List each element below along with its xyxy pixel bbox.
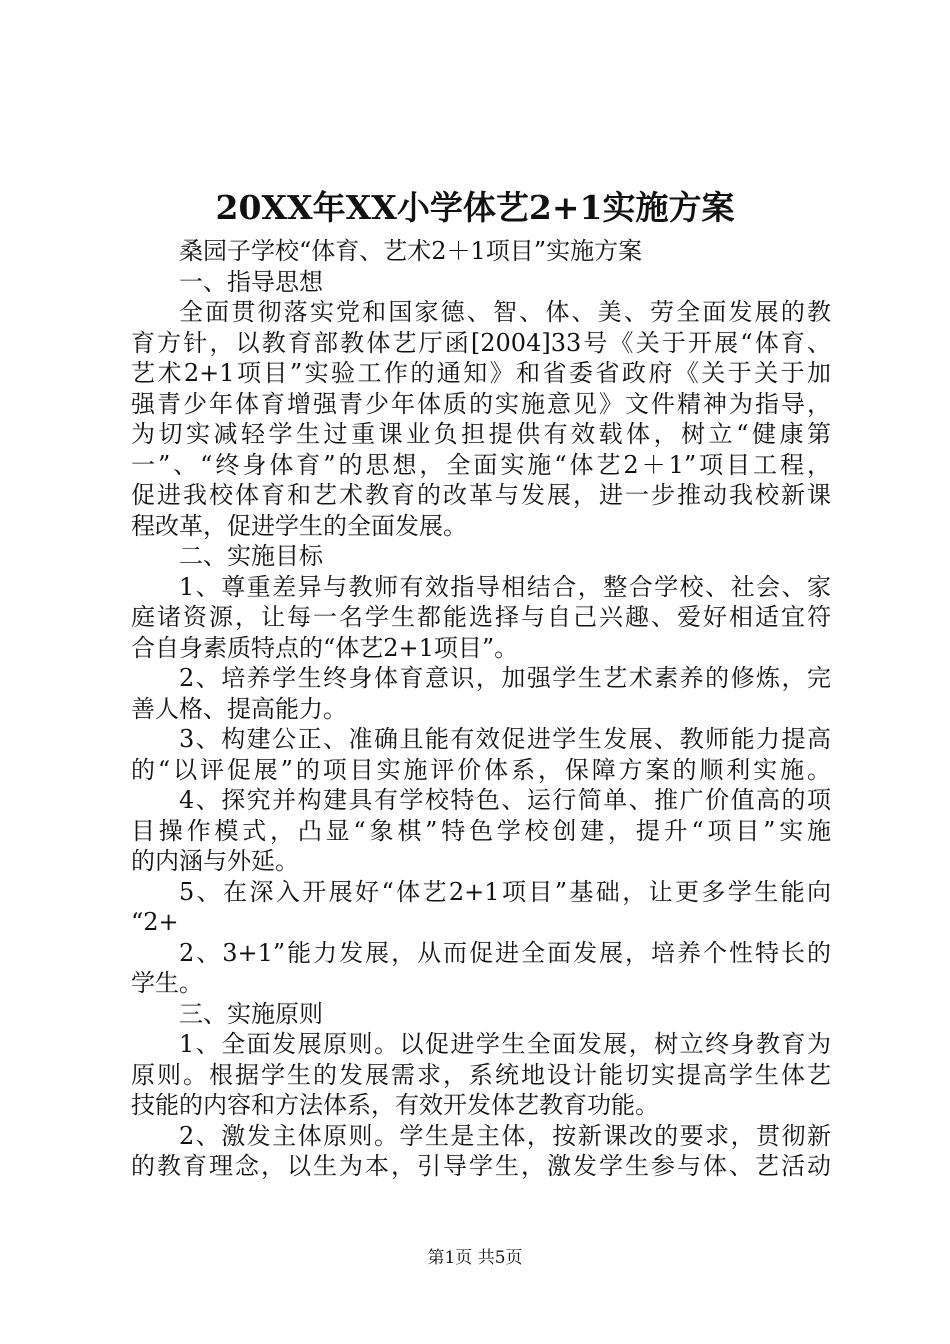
paragraph-line: 技能的内容和方法体系，有效开发体艺教育功能。 xyxy=(131,1091,659,1119)
paragraph-line: 程改革，促进学生的全面发展。 xyxy=(131,511,467,540)
paragraph-line: 目操作模式，凸显“象棋”特色学校创建，提升“项目”实施 xyxy=(131,816,831,845)
paragraph-line: 促进我校体育和艺术教育的改革与发展，进一步推动我校新课 xyxy=(131,481,831,509)
section-heading: 三、实施原则 xyxy=(179,999,323,1028)
paragraph-line: 全面贯彻落实党和国家德、智、体、美、劳全面发展的教 xyxy=(179,298,831,326)
paragraph-line: 2、激发主体原则。学生是主体，按新课改的要求，贯彻新 xyxy=(179,1121,831,1150)
paragraph-line: 的内涵与外延。 xyxy=(131,847,299,875)
paragraph-line: 5、在深入开展好“体艺2+1项目”基础，让更多学生能向 xyxy=(179,877,831,906)
paragraph-line: 艺术2+1项目”实验工作的通知》和省委省政府《关于关于加 xyxy=(131,359,831,387)
paragraph-line: 学生。 xyxy=(131,969,203,997)
paragraph-line: 一”、“终身体育”的思想，全面实施“体艺2＋1”项目工程， xyxy=(131,450,831,479)
paragraph-line: 2、培养学生终身体育意识，加强学生艺术素养的修炼，完 xyxy=(179,664,831,692)
section-heading: 二、实施目标 xyxy=(179,542,323,570)
paragraph-line: 合自身素质特点的“体艺2+1项目”。 xyxy=(131,633,519,662)
paragraph-line: 3、构建公正、准确且能有效促进学生发展、教师能力提高 xyxy=(179,725,831,753)
paragraph-line: 的教育理念，以生为本，引导学生，激发学生参与体、艺活动 xyxy=(131,1152,831,1180)
subtitle-line: 桑园子学校“体育、艺术2＋1项目”实施方案 xyxy=(179,237,643,265)
page-footer: 第1页 共5页 xyxy=(427,1248,523,1268)
paragraph-line: 1、尊重差异与教师有效指导相结合，整合学校、社会、家 xyxy=(179,572,831,601)
paragraph-line: 庭诸资源，让每一名学生都能选择与自己兴趣、爱好相适宜符 xyxy=(131,603,831,631)
paragraph-line: 4、探究并构建具有学校特色、运行简单、推广价值高的项 xyxy=(179,786,831,814)
paragraph-line: 1、全面发展原则。以促进学生全面发展，树立终身教育为 xyxy=(179,1030,831,1058)
paragraph-line: “2+ xyxy=(131,908,179,936)
paragraph-line: 原则。根据学生的发展需求，系统地设计能切实提高学生体艺 xyxy=(131,1060,831,1089)
paragraph-line: 为切实减轻学生过重课业负担提供有效载体，树立“健康第 xyxy=(131,420,831,448)
paragraph-line: 的“以评促展”的项目实施评价体系，保障方案的顺利实施。 xyxy=(131,755,831,784)
paragraph-line: 善人格、提高能力。 xyxy=(131,694,347,723)
paragraph-line: 2、3+1”能力发展，从而促进全面发展，培养个性特长的 xyxy=(179,938,831,967)
section-heading: 一、指导思想 xyxy=(179,267,323,296)
paragraph-line: 育方针，以教育部教体艺厅函[2004]33号《关于开展“体育、 xyxy=(131,328,831,357)
document-title: 20XX年XX小学体艺2+1实施方案 xyxy=(215,188,735,227)
document-body xyxy=(131,236,831,1182)
paragraph-line: 强青少年体育增强青少年体质的实施意见》文件精神为指导， xyxy=(131,389,831,418)
